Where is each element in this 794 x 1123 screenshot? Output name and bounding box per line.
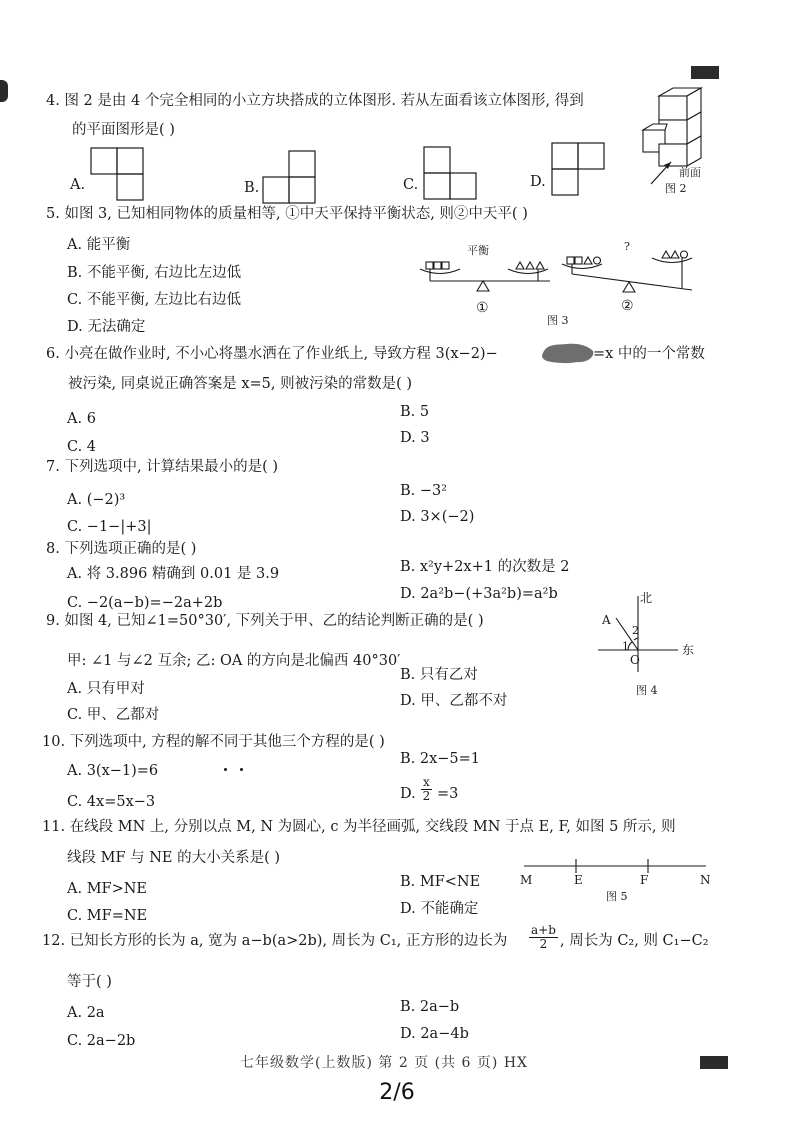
q12-option-a: A. 2a xyxy=(67,1005,105,1021)
figure-4-angle-1: 1 xyxy=(622,640,629,653)
q9-stem-line2: 甲: ∠1 与∠2 互余; 乙: OA 的方向是北偏西 40°30′ xyxy=(67,653,401,669)
figure-5-caption: 图 5 xyxy=(606,890,628,903)
q7-option-a: A. (−2)³ xyxy=(67,492,126,508)
q10-stem: 10. 下列选项中, 方程的解不同于其他三个方程的是( ) xyxy=(42,734,385,750)
q4-option-c-label: C. xyxy=(403,177,419,193)
q7-stem: 7. 下列选项中, 计算结果最小的是( ) xyxy=(46,459,279,475)
q4-option-c-figure xyxy=(423,146,479,202)
q4-option-a-label: A. xyxy=(70,177,86,193)
q10-d-numerator: x xyxy=(423,775,430,789)
q6-stem-line1a: 6. 小亮在做作业时, 不小心将墨水洒在了作业纸上, 导致方程 3(x−2)− xyxy=(46,346,498,362)
ink-blot xyxy=(541,341,595,365)
q4-option-d-figure xyxy=(551,142,607,198)
q7-option-b: B. −3² xyxy=(400,483,448,499)
q11-stem-line1: 11. 在线段 MN 上, 分别以点 M, N 为圆心, c 为半径画弧, 交线段 MN 于点 E, F, 如图 5 所示, 则 xyxy=(42,819,676,835)
q10-option-a: A. 3(x−1)=6 xyxy=(67,763,159,779)
figure-3-label-1: ① xyxy=(476,300,489,316)
q4-option-b-label: B. xyxy=(244,180,260,196)
q8-option-c: C. −2(a−b)=−2a+2b xyxy=(67,595,223,611)
q6-option-b: B. 5 xyxy=(400,404,430,420)
q4-option-b-figure xyxy=(262,150,318,206)
q5-stem: 5. 如图 3, 已知相同物体的质量相等, ①中天平保持平衡状态, 则②中天平( ) xyxy=(46,206,528,222)
figure-5-point-e: E xyxy=(574,873,583,887)
q11-option-a: A. MF>NE xyxy=(67,881,148,897)
figure-5-point-n: N xyxy=(700,873,711,887)
figure-4-north-label: 北 xyxy=(640,591,653,605)
q12-option-b: B. 2a−b xyxy=(400,999,460,1015)
q7-option-d: D. 3×(−2) xyxy=(400,509,475,525)
corner-mark-bottom-right xyxy=(700,1056,728,1069)
q9-option-a: A. 只有甲对 xyxy=(67,681,145,697)
q9-option-d: D. 甲、乙都不对 xyxy=(400,693,508,709)
q12-stem-line1b: , 周长为 C₂, 则 C₁−C₂ xyxy=(560,933,709,949)
figure-4-angle-2: 2 xyxy=(632,624,639,637)
q4-stem-line1: 4. 图 2 是由 4 个完全相同的小立方块搭成的立体图形. 若从左面看该立体图形, 得到 xyxy=(46,93,584,109)
figure-4-point-a: A xyxy=(602,613,611,627)
q6-option-a: A. 6 xyxy=(67,411,96,427)
q10-option-b: B. 2x−5=1 xyxy=(400,751,481,767)
figure-4-point-o: O xyxy=(630,653,640,667)
q10-option-d-fraction xyxy=(421,776,432,803)
q10-d-denominator: 2 xyxy=(422,789,431,803)
q9-option-b: B. 只有乙对 xyxy=(400,667,478,683)
q7-option-c: C. −1−|+3| xyxy=(67,519,152,535)
page-footer: 七年级数学(上数版) 第 2 页 (共 6 页) HX xyxy=(240,1055,528,1071)
q11-option-b: B. MF<NE xyxy=(400,874,481,890)
q10-option-c: C. 4x=5x−3 xyxy=(67,794,156,810)
q4-option-d-label: D. xyxy=(530,174,546,190)
q11-option-d: D. 不能确定 xyxy=(400,901,479,917)
q11-option-c: C. MF=NE xyxy=(67,908,148,924)
emphasis-dot xyxy=(224,768,227,771)
corner-mark-top-right xyxy=(691,66,719,79)
figure-2-caption: 图 2 xyxy=(665,182,687,195)
figure-2-cube-stack xyxy=(637,86,717,194)
q10-option-d-label: D. xyxy=(400,786,416,802)
q9-option-c: C. 甲、乙都对 xyxy=(67,707,160,723)
q10-option-d-rest: =3 xyxy=(437,786,459,802)
q12-fraction-denominator: 2 xyxy=(539,937,548,951)
figure-5-point-f: F xyxy=(640,873,649,887)
figure-4-caption: 图 4 xyxy=(636,684,658,697)
q12-fraction-numerator: a+b xyxy=(531,923,556,937)
q5-option-c: C. 不能平衡, 左边比右边低 xyxy=(67,292,242,308)
figure-3-balance-text: 平衡 xyxy=(467,244,489,257)
figure-5-segment-mn xyxy=(518,856,718,904)
figure-4-direction-diagram xyxy=(594,588,706,700)
figure-2-front-label: 前面 xyxy=(679,166,701,179)
q8-option-a: A. 将 3.896 精确到 0.01 是 3.9 xyxy=(67,566,280,582)
figure-4-east-label: 东 xyxy=(682,643,695,657)
q5-option-d: D. 无法确定 xyxy=(67,319,146,335)
corner-mark-top-left xyxy=(0,80,8,102)
figure-3-label-2: ② xyxy=(621,298,634,314)
q9-stem: 9. 如图 4, 已知∠1=50°30′, 下列关于甲、乙的结论判断正确的是( ) xyxy=(46,613,484,629)
figure-3-balances xyxy=(412,236,712,328)
q5-option-a: A. 能平衡 xyxy=(67,237,131,253)
figure-3-caption: 图 3 xyxy=(547,314,569,327)
q8-option-d: D. 2a²b−(+3a²b)=a²b xyxy=(400,586,558,602)
q8-stem: 8. 下列选项正确的是( ) xyxy=(46,541,197,557)
q8-option-b: B. x²y+2x+1 的次数是 2 xyxy=(400,559,570,575)
figure-3-question-mark: ? xyxy=(624,240,630,253)
q12-fraction xyxy=(529,924,558,951)
q4-option-a-figure xyxy=(90,147,146,203)
page-number: 2/6 xyxy=(379,1080,415,1105)
q12-option-d: D. 2a−4b xyxy=(400,1026,469,1042)
q5-option-b: B. 不能平衡, 右边比左边低 xyxy=(67,265,242,281)
q4-stem-line2: 的平面图形是( ) xyxy=(72,122,175,138)
q12-stem-line1a: 12. 已知长方形的长为 a, 宽为 a−b(a>2b), 周长为 C₁, 正方形的边长为 xyxy=(42,933,508,949)
q6-stem-line1b: =x 中的一个常数 xyxy=(593,346,705,362)
q6-option-c: C. 4 xyxy=(67,439,97,455)
q6-option-d: D. 3 xyxy=(400,430,430,446)
q12-option-c: C. 2a−2b xyxy=(67,1033,136,1049)
q11-stem-line2: 线段 MF 与 NE 的大小关系是( ) xyxy=(67,850,281,866)
figure-5-point-m: M xyxy=(520,873,533,887)
q12-stem-line2: 等于( ) xyxy=(67,974,112,990)
q6-stem-line2: 被污染, 同桌说正确答案是 x=5, 则被污染的常数是( ) xyxy=(68,376,413,392)
emphasis-dot xyxy=(240,768,243,771)
